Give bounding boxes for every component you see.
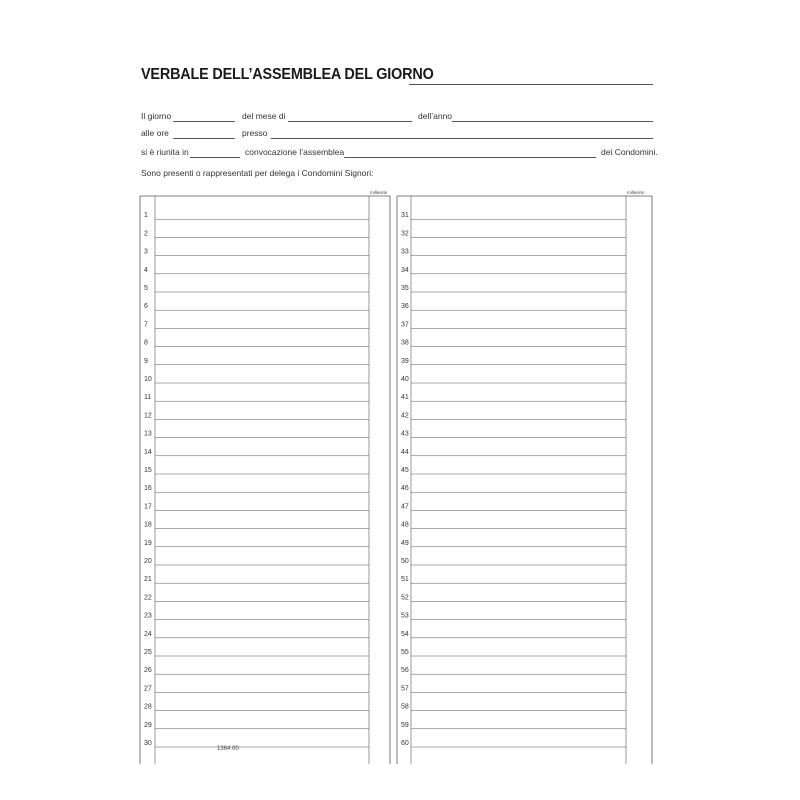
row-number-right: 49: [401, 539, 409, 547]
label-ore: alle ore: [141, 128, 169, 138]
row-number-left: 21: [144, 576, 152, 584]
row-number-left: 15: [144, 467, 152, 474]
row-number-right: 45: [401, 467, 409, 474]
row-number-right: 41: [401, 394, 409, 402]
row-number-left: 13: [144, 430, 152, 438]
row-number-right: 42: [401, 412, 409, 420]
row-number-left: 5: [144, 285, 148, 292]
row-number-left: 25: [144, 649, 152, 656]
row-number-right: 56: [401, 667, 409, 675]
row-number-left: 8: [144, 339, 148, 347]
row-number-right: 36: [401, 303, 409, 311]
row-number-left: 11: [144, 394, 152, 402]
millesimi-label-right: millesimi: [627, 190, 645, 195]
row-number-left: 30: [144, 740, 152, 747]
row-number-right: 46: [401, 485, 409, 493]
row-number-right: 35: [401, 285, 409, 292]
label-convocazione: convocazione l’assemblea: [245, 147, 345, 157]
footer-code: 1364 00: [217, 746, 239, 752]
row-number-left: 9: [144, 357, 148, 365]
row-number-right: 55: [401, 649, 409, 656]
row-number-right: 51: [401, 576, 409, 584]
row-number-left: 12: [144, 412, 152, 420]
row-number-left: 2: [144, 230, 148, 238]
row-number-right: 43: [401, 430, 409, 438]
row-number-right: 40: [401, 376, 409, 383]
row-number-right: 44: [401, 448, 409, 456]
label-anno: dell’anno: [418, 111, 453, 121]
row-number-left: 19: [144, 539, 152, 547]
row-number-left: 4: [144, 266, 148, 274]
row-number-left: 22: [144, 594, 152, 602]
row-number-right: 53: [401, 612, 409, 620]
label-mese: del mese di: [242, 111, 286, 121]
row-number-right: 39: [401, 357, 409, 365]
row-number-left: 1: [144, 212, 148, 220]
row-number-right: 48: [401, 521, 409, 529]
row-number-right: 47: [401, 503, 409, 511]
row-number-left: 24: [144, 630, 152, 638]
row-number-left: 10: [144, 376, 152, 383]
row-number-left: 29: [144, 721, 152, 729]
row-number-right: 33: [401, 248, 409, 256]
label-giorno: Il giorno: [141, 111, 172, 121]
label-condomini: dei Condomini.: [601, 147, 658, 157]
row-number-left: 20: [144, 558, 152, 565]
row-number-left: 18: [144, 521, 152, 529]
intro-text: Sono presenti o rappresentati per delega i Condomini Signori:: [141, 168, 374, 178]
row-number-left: 16: [144, 485, 152, 493]
row-number-right: 31: [401, 212, 409, 220]
row-number-right: 34: [401, 266, 409, 274]
row-number-left: 23: [144, 612, 152, 620]
row-number-left: 27: [144, 685, 152, 693]
millesimi-label-left: millesimi: [370, 190, 388, 195]
row-number-left: 6: [144, 303, 148, 311]
row-number-left: 14: [144, 448, 152, 456]
row-number-right: 54: [401, 630, 409, 638]
row-number-left: 28: [144, 703, 152, 711]
row-number-right: 37: [401, 321, 409, 329]
row-number-right: 58: [401, 703, 409, 711]
row-number-left: 7: [144, 321, 148, 329]
row-number-right: 52: [401, 594, 409, 602]
label-riunita: si è riunita in: [141, 147, 189, 157]
row-number-left: 17: [144, 503, 152, 511]
row-number-right: 59: [401, 721, 409, 729]
document-title: VERBALE DELL’ASSEMBLEA DEL GIORNO: [141, 66, 434, 83]
label-presso: presso: [242, 128, 268, 138]
row-number-right: 38: [401, 339, 409, 347]
row-number-right: 32: [401, 230, 409, 238]
row-number-left: 26: [144, 667, 152, 675]
row-number-left: 3: [144, 248, 148, 256]
row-number-right: 57: [401, 685, 409, 693]
row-number-right: 60: [401, 740, 409, 747]
row-number-right: 50: [401, 558, 409, 565]
